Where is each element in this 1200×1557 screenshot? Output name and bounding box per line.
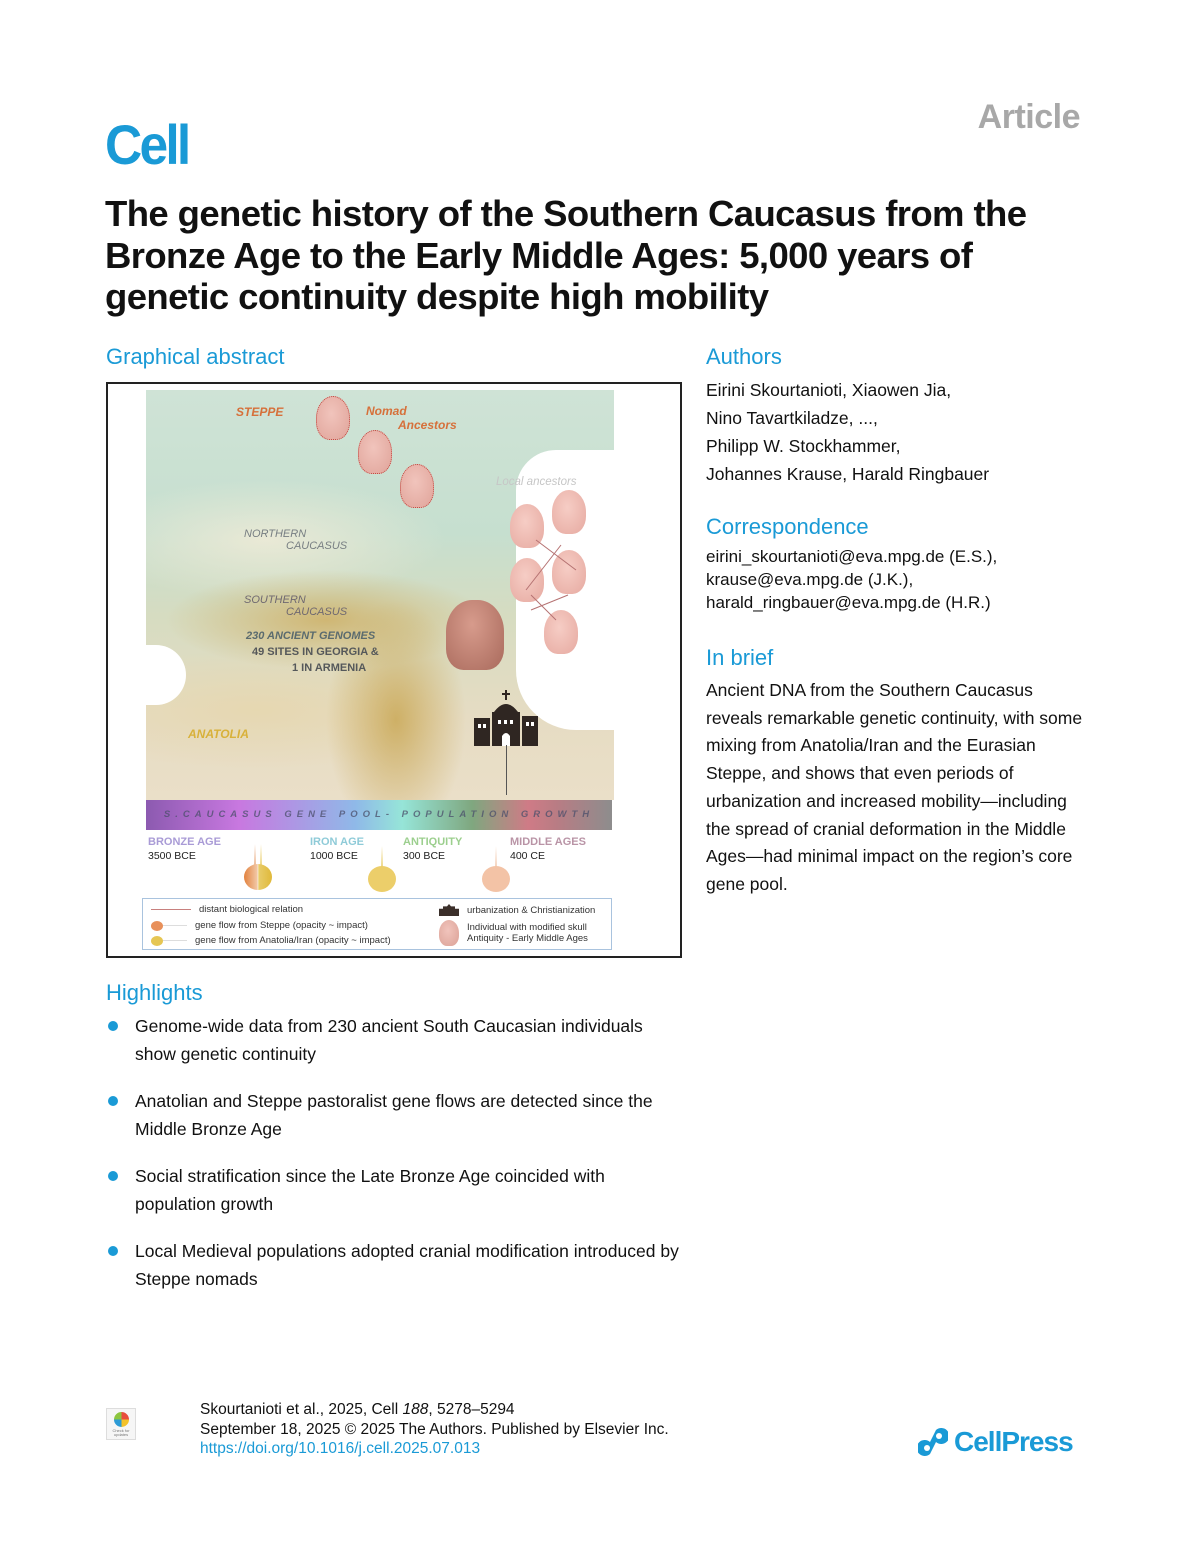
correspondence-list: [706, 545, 1086, 614]
cellpress-logo: [918, 1426, 1073, 1458]
gene-flow-drop-anatolia-icon: [364, 846, 400, 892]
highlight-item: [106, 1162, 686, 1218]
crossmark-label: Check for updates: [112, 1428, 130, 1437]
legend-tail: [163, 925, 187, 926]
highlight-text: Genome-wide data from 230 ancient South Caucasian individuals show genetic continuity: [135, 1016, 643, 1064]
period-date: 300 BCE: [403, 850, 446, 862]
map-label-steppe: STEPPE: [236, 405, 284, 419]
legend-label: gene flow from Steppe (opacity ~ impact): [195, 920, 368, 931]
legend-label: Individual with modified skull: [467, 922, 587, 933]
legend-anatolia-flow: [151, 935, 391, 946]
bullet-icon: [108, 1171, 118, 1181]
author-line: Nino Tavartkiladze, ...,: [706, 408, 878, 428]
map-label-southern-caucasus: [244, 594, 347, 618]
highlight-text: Local Medieval populations adopted cranial modification introduced by Steppe nomads: [135, 1241, 679, 1289]
email-link[interactable]: harald_ringbauer@eva.mpg.de (H.R.): [706, 593, 991, 612]
south-label-line2: CAUCASUS: [286, 606, 348, 618]
bullet-icon: [108, 1246, 118, 1256]
map-label-northern-caucasus: [244, 528, 347, 552]
legend-urbanization: [439, 904, 595, 916]
distant-relation-line-icon: [151, 909, 191, 910]
period-middle-ages: [510, 836, 586, 862]
legend-label: gene flow from Anatolia/Iran (opacity ~ impact): [195, 935, 391, 946]
sites-label-line2: 1 IN ARMENIA: [292, 662, 367, 674]
publication-date-line: September 18, 2025 © 2025 The Authors. Published by Elsevier Inc.: [200, 1420, 669, 1438]
period-date: 1000 BCE: [310, 850, 358, 862]
modified-skull-head-icon: [439, 920, 459, 946]
in-brief-heading: In brief: [706, 645, 774, 670]
highlight-item: [106, 1012, 686, 1068]
highlight-item: [106, 1087, 686, 1143]
legend-tail: [163, 940, 187, 941]
legend-label: urbanization & Christianization: [467, 904, 596, 916]
email-link[interactable]: krause@eva.mpg.de (J.K.),: [706, 570, 914, 589]
in-brief-text: Ancient DNA from the Southern Caucasus reveals remarkable genetic continuity, with some mixing from Anatolia/Iran and the Eurasian Steppe, and shows that even periods of urbanization and increased mobility—including the spread of cranial deformation in the Middle Ages—had minimal impact on the region’s core gene pool.: [706, 680, 1083, 894]
cellpress-mark-icon: [918, 1427, 948, 1457]
author-line: Eirini Skourtanioti, Xiaowen Jia,: [706, 380, 952, 400]
highlights-list: [106, 1012, 686, 1312]
legend-steppe-flow: [151, 920, 368, 931]
crossmark-icon: [114, 1412, 129, 1427]
north-label-line1: NORTHERN: [244, 528, 307, 540]
genomes-count-label: 230 ANCIENT GENOMES: [246, 630, 376, 642]
graphical-abstract-figure: [106, 382, 682, 958]
authors-heading: Authors: [706, 344, 782, 369]
period-iron-age: [310, 836, 364, 862]
cell-journal-logo: Cell: [105, 113, 189, 176]
nomad-head-icon: [358, 430, 392, 474]
period-date: 3500 BCE: [148, 850, 196, 862]
gene-flow-drop-steppe-icon: [478, 846, 514, 892]
nomad-label-line1: Nomad: [366, 404, 407, 418]
bullet-icon: [108, 1021, 118, 1031]
map-label-genomes: [246, 628, 379, 676]
period-name: MIDDLE AGES: [510, 836, 586, 848]
nomad-head-icon: [400, 464, 434, 508]
highlight-text: Anatolian and Steppe pastoralist gene flows are detected since the Middle Bronze Age: [135, 1091, 653, 1139]
period-bronze-age: [148, 836, 221, 862]
church-icon: [439, 904, 459, 916]
mother-with-child-illustration: [446, 600, 504, 670]
nomad-head-icon: [316, 396, 350, 440]
author-line: Philipp W. Stockhammer,: [706, 436, 901, 456]
author-line: Johannes Krause, Harald Ringbauer: [706, 464, 990, 484]
caucasus-map: [146, 390, 614, 800]
citation-footer: [200, 1400, 669, 1459]
gene-flow-drop-steppe-anatolia-icon: [240, 844, 276, 890]
graphical-abstract-heading: Graphical abstract: [106, 344, 285, 369]
citation-prefix: Skourtanioti et al., 2025, Cell: [200, 1401, 403, 1418]
gene-pool-label: S.CAUCASUS GENE POOL- POPULATION GROWTH: [163, 809, 595, 820]
legend-label: Antiquity - Early Middle Ages: [467, 933, 588, 944]
doi-link[interactable]: https://doi.org/10.1016/j.cell.2025.07.013: [200, 1440, 481, 1457]
black-sea-area: [146, 645, 186, 705]
legend-modified-skull: [439, 920, 588, 946]
legend-distant-relation: [151, 904, 303, 915]
citation-line: [200, 1400, 669, 1420]
highlight-text: Social stratification since the Late Bronze Age coincided with population growth: [135, 1166, 605, 1214]
distant-relation-lines: [506, 500, 596, 640]
church-timeline-connector: [506, 745, 507, 795]
north-label-line2: CAUCASUS: [286, 540, 348, 552]
period-name: BRONZE AGE: [148, 836, 221, 848]
map-label-local-ancestors: Local ancestors: [496, 476, 577, 488]
map-label-nomad-ancestors: [366, 404, 457, 432]
figure-legend: [142, 898, 612, 950]
legend-label: distant biological relation: [199, 904, 304, 915]
south-label-line1: SOUTHERN: [244, 594, 306, 606]
gene-pool-gradient-bar: [146, 800, 612, 830]
period-date: 400 CE: [510, 850, 546, 862]
steppe-flow-drop-icon: [151, 921, 163, 931]
check-for-updates-badge[interactable]: [106, 1408, 136, 1440]
article-type-label: Article: [977, 98, 1080, 136]
anatolia-flow-drop-icon: [151, 936, 163, 946]
citation-volume: 188: [402, 1401, 429, 1418]
highlights-heading: Highlights: [106, 980, 203, 1005]
map-label-anatolia: ANATOLIA: [188, 727, 249, 741]
email-link[interactable]: eirini_skourtanioti@eva.mpg.de (E.S.),: [706, 547, 998, 566]
sites-label-line1: 49 SITES IN GEORGIA &: [252, 646, 379, 658]
cellpress-wordmark: CellPress: [954, 1426, 1073, 1457]
highlight-item: [106, 1237, 686, 1293]
correspondence-heading: Correspondence: [706, 514, 869, 539]
article-title: The genetic history of the Southern Caucasus from the Bronze Age to the Early Middle Ages: 5,000 years of genetic continuity despite high mobility: [105, 193, 1027, 317]
bullet-icon: [108, 1096, 118, 1106]
nomad-label-line2: Ancestors: [398, 418, 457, 432]
period-name: ANTIQUITY: [403, 836, 463, 848]
church-icon: [472, 690, 540, 746]
authors-list: [706, 376, 1086, 488]
citation-pages: , 5278–5294: [428, 1401, 515, 1418]
period-name: IRON AGE: [310, 836, 364, 848]
period-antiquity: [403, 836, 462, 862]
